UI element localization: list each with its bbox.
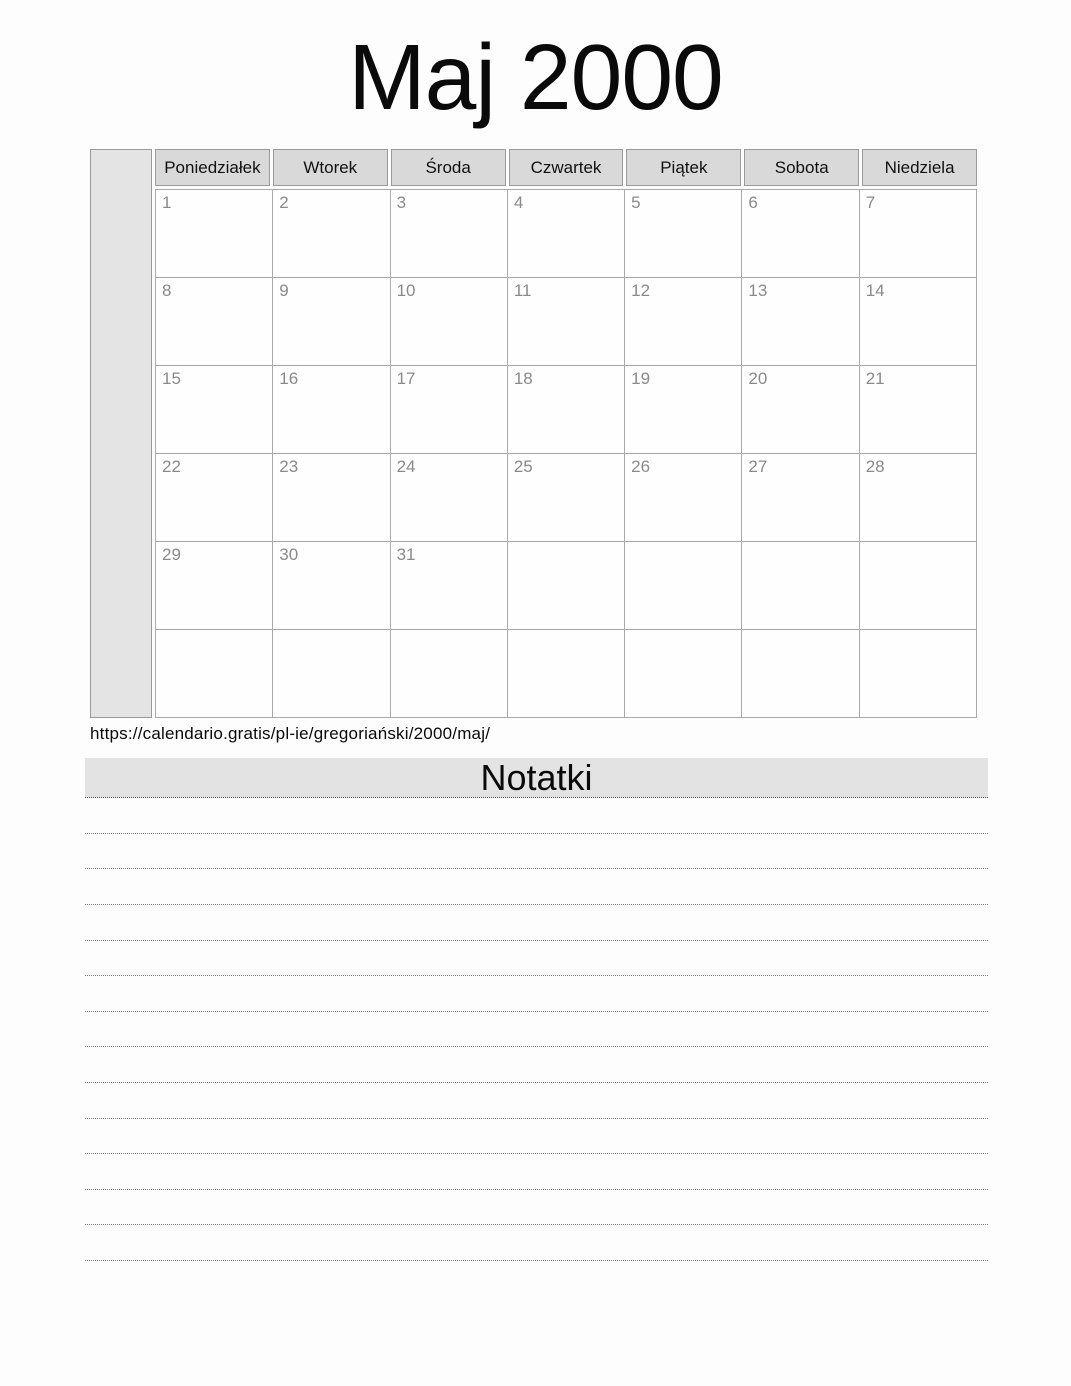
day-cell-2: 2 [273, 190, 390, 278]
calendar-gutter-column [90, 149, 152, 718]
weekday-header-cell: Środa [391, 149, 506, 186]
day-cell-7: 7 [859, 190, 976, 278]
note-line [85, 834, 988, 870]
weekday-header-row [155, 149, 977, 186]
calendar-week-row [156, 454, 977, 542]
day-cell-25: 25 [507, 454, 624, 542]
day-cell-empty [625, 542, 742, 630]
weekday-header-cell: Sobota [744, 149, 859, 186]
day-cell-9: 9 [273, 278, 390, 366]
notes-title: Notatki [480, 757, 593, 799]
day-cell-empty [742, 542, 859, 630]
note-line [85, 905, 988, 941]
day-cell-23: 23 [273, 454, 390, 542]
calendar-week-row [156, 278, 977, 366]
note-line [85, 798, 988, 834]
day-cell-28: 28 [859, 454, 976, 542]
day-cell-17: 17 [390, 366, 507, 454]
day-cell-3: 3 [390, 190, 507, 278]
source-url-text: https://calendario.gratis/pl-ie/gregoriański/2000/maj/ [90, 724, 491, 744]
note-line [85, 1225, 988, 1261]
day-cell-27: 27 [742, 454, 859, 542]
day-cell-14: 14 [859, 278, 976, 366]
weekday-header-cell: Wtorek [273, 149, 388, 186]
calendar-week-row [156, 542, 977, 630]
day-cell-empty [625, 630, 742, 718]
calendar-body [155, 149, 977, 718]
calendar-week-row [156, 630, 977, 718]
day-cell-empty [859, 630, 976, 718]
weekday-header-cell: Poniedziałek [155, 149, 270, 186]
notes-ruled-lines [85, 798, 988, 1261]
note-line [85, 1119, 988, 1155]
day-cell-19: 19 [625, 366, 742, 454]
weekday-header-cell: Niedziela [862, 149, 977, 186]
day-cell-26: 26 [625, 454, 742, 542]
note-line [85, 1047, 988, 1083]
note-line [85, 941, 988, 977]
day-cell-16: 16 [273, 366, 390, 454]
weekday-header-cell: Piątek [626, 149, 741, 186]
notes-section [85, 758, 988, 1261]
day-cell-empty [273, 630, 390, 718]
day-cell-5: 5 [625, 190, 742, 278]
day-cell-empty [507, 542, 624, 630]
day-cell-empty [507, 630, 624, 718]
day-cell-11: 11 [507, 278, 624, 366]
day-cell-30: 30 [273, 542, 390, 630]
day-cell-empty [859, 542, 976, 630]
day-cell-4: 4 [507, 190, 624, 278]
day-cell-8: 8 [156, 278, 273, 366]
calendar-table [90, 149, 977, 718]
note-line [85, 869, 988, 905]
note-line [85, 1012, 988, 1048]
day-cell-31: 31 [390, 542, 507, 630]
day-cell-29: 29 [156, 542, 273, 630]
page-title: Maj 2000 [348, 25, 723, 129]
note-line [85, 976, 988, 1012]
day-cell-empty [156, 630, 273, 718]
day-cell-6: 6 [742, 190, 859, 278]
calendar-week-row [156, 366, 977, 454]
note-line [85, 1154, 988, 1190]
day-cell-1: 1 [156, 190, 273, 278]
note-line [85, 1083, 988, 1119]
calendar-week-row [156, 190, 977, 278]
day-cell-empty [742, 630, 859, 718]
day-cell-21: 21 [859, 366, 976, 454]
notes-title-bar [85, 758, 988, 798]
day-cell-18: 18 [507, 366, 624, 454]
date-grid [155, 189, 977, 718]
day-cell-24: 24 [390, 454, 507, 542]
day-cell-10: 10 [390, 278, 507, 366]
day-cell-15: 15 [156, 366, 273, 454]
day-cell-12: 12 [625, 278, 742, 366]
day-cell-20: 20 [742, 366, 859, 454]
day-cell-empty [390, 630, 507, 718]
day-cell-13: 13 [742, 278, 859, 366]
note-line [85, 1190, 988, 1226]
weekday-header-cell: Czwartek [509, 149, 624, 186]
day-cell-22: 22 [156, 454, 273, 542]
